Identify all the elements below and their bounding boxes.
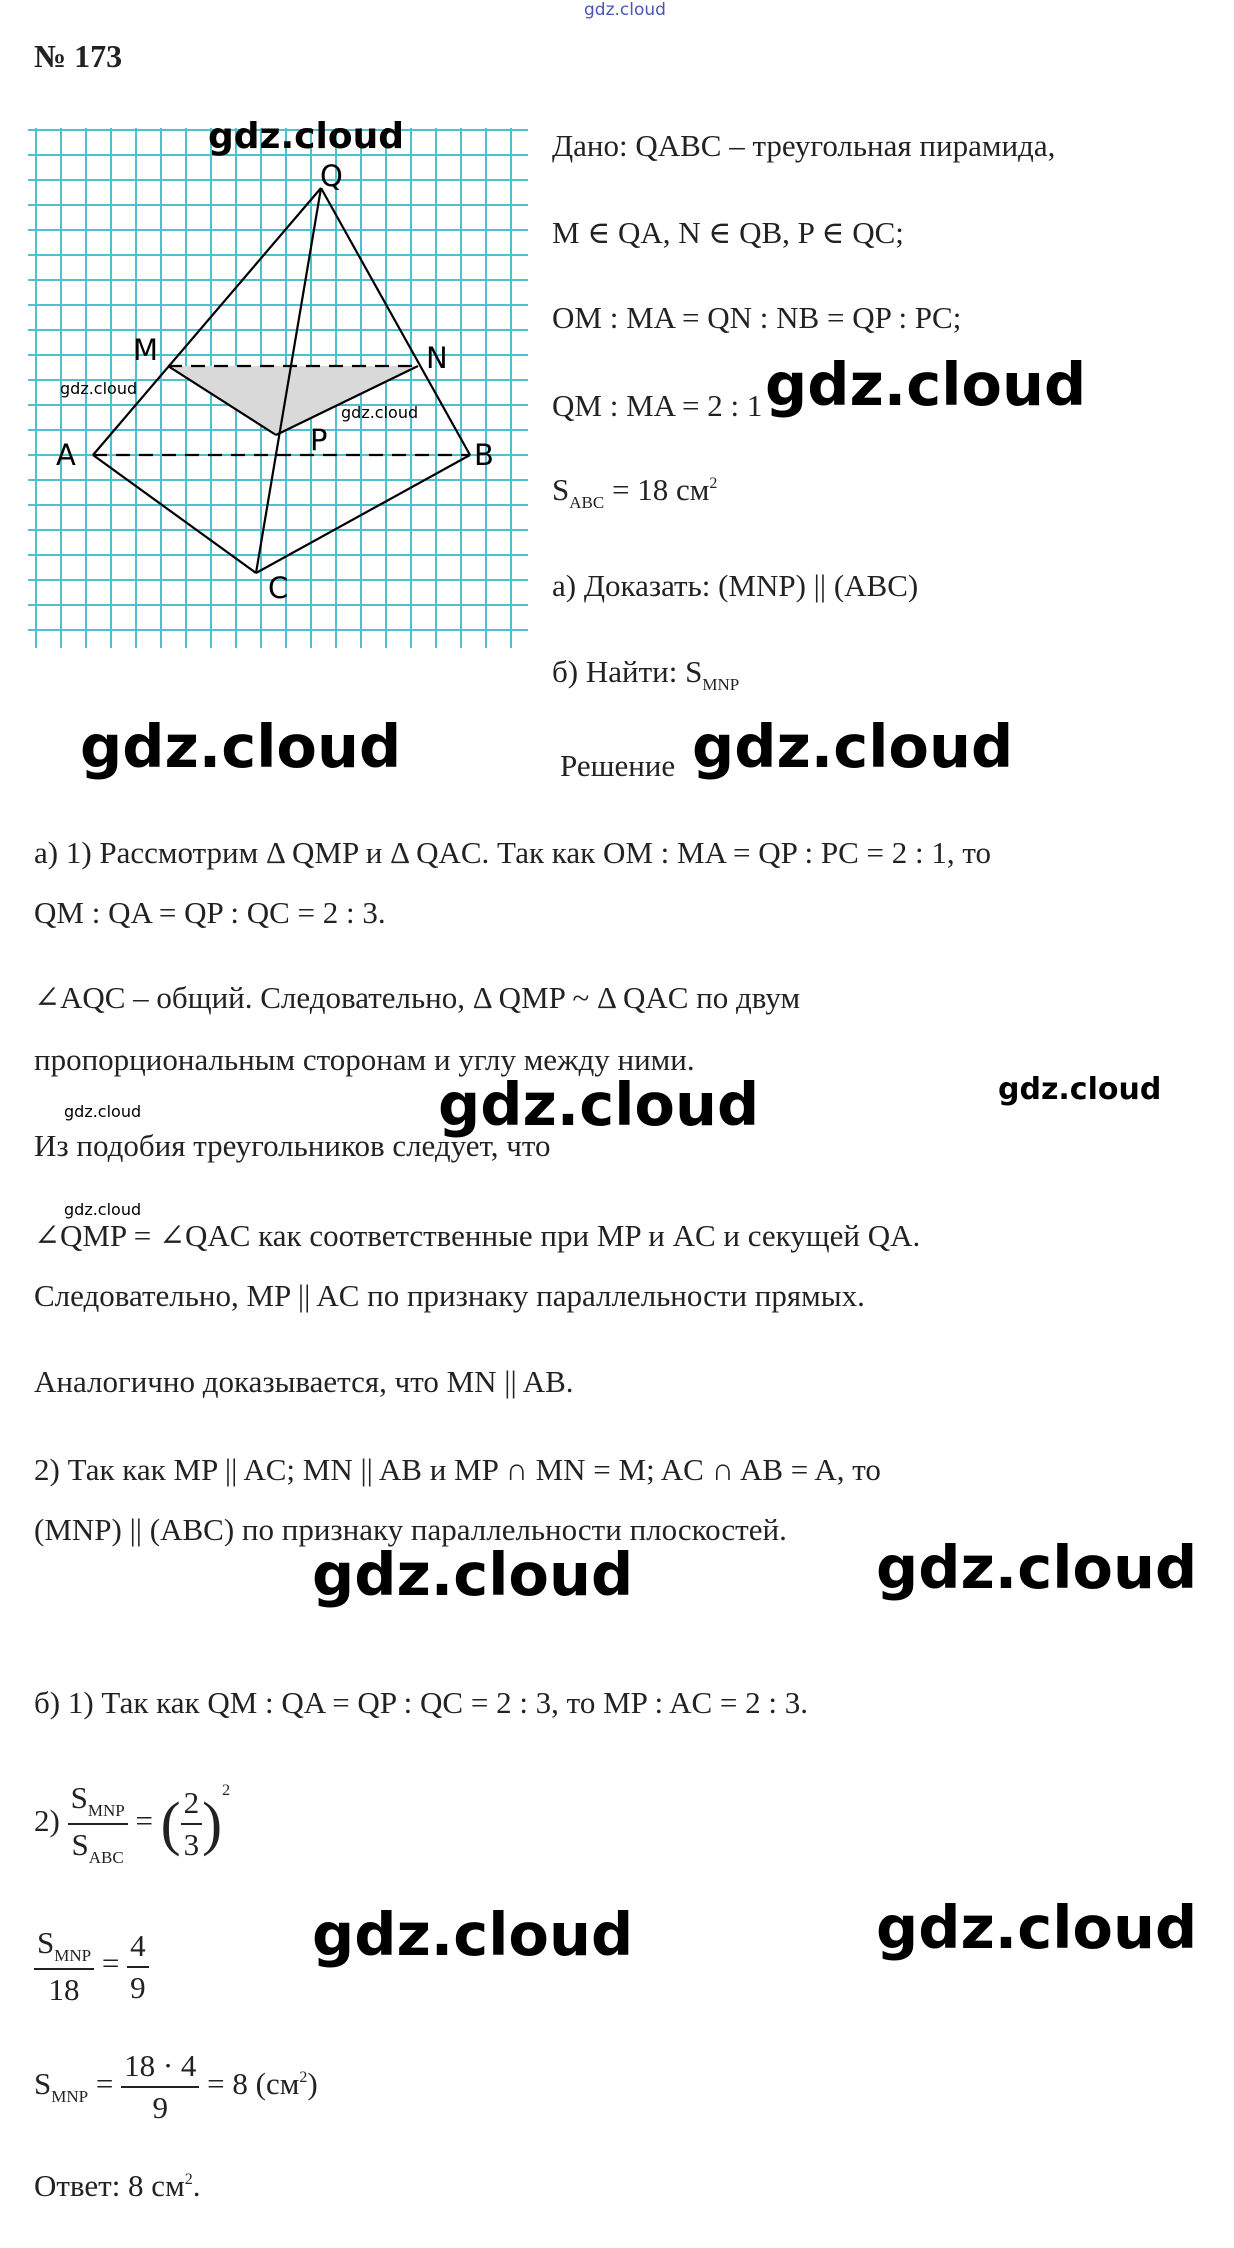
task-b-text: б) Найти: S	[552, 654, 703, 689]
result-value: = 8 (см	[207, 2066, 300, 2102]
solution-a-line-5: Из подобия треугольников следует, что	[34, 1128, 551, 1163]
watermark: gdz.cloud	[765, 350, 1087, 419]
label-a: A	[56, 438, 76, 472]
solution-label: Решение	[560, 748, 676, 783]
ratio-fraction: $\frac{2}{3}$	[181, 1785, 203, 1863]
given-area-abc	[552, 472, 717, 513]
solution-a-line-7: Следовательно, MP || AC по признаку параллельности прямых.	[34, 1278, 865, 1313]
solution-a2-line-2: (MNP) || (ABC) по признаку параллельности плоскостей.	[34, 1512, 787, 1547]
solution-a-line-4: пропорциональным сторонам и углу между ними.	[34, 1042, 695, 1077]
source-link[interactable]: gdz.cloud	[584, 0, 666, 20]
label-p: P	[310, 423, 328, 457]
figure-watermark: gdz.cloud	[208, 118, 404, 157]
section-mnp-fill	[168, 366, 418, 435]
watermark-small: gdz.cloud	[64, 1200, 142, 1219]
area-symbol: S	[552, 472, 570, 507]
equals-sign: =	[101, 1945, 120, 1981]
solution-a-line-3: ∠AQC – общий. Следовательно, Δ QMP ~ Δ QAC по двум	[34, 980, 801, 1015]
answer-exponent: 2	[184, 2171, 193, 2188]
frac-den-s: S	[71, 1827, 89, 1862]
equals-sign: =	[135, 1803, 153, 1839]
label-q: Q	[320, 159, 343, 193]
solution-a-line-6: ∠QMP = ∠QAC как соответственные при MP и AC и секущей QA.	[34, 1218, 921, 1253]
formula-prefix: 2)	[34, 1803, 60, 1839]
solution-a-line-2: QM : QA = QP : QC = 2 : 3.	[34, 895, 386, 930]
solution-a-line-8: Аналогично доказывается, что MN || AB.	[34, 1364, 574, 1399]
label-n: N	[426, 341, 448, 375]
pyramid-figure	[28, 118, 538, 658]
label-m: M	[133, 333, 159, 367]
area-unit-exponent: 2	[709, 475, 718, 492]
formula-substitution	[34, 1925, 149, 2008]
frac-num-s: S	[70, 1780, 88, 1815]
equals-sign: =	[95, 2066, 114, 2102]
watermark: gdz.cloud	[312, 1540, 634, 1609]
label-c: C	[268, 571, 289, 605]
square-exponent: 2	[222, 1782, 231, 1800]
area-subscript: ABC	[569, 493, 605, 512]
area-ratio-fraction	[68, 1780, 128, 1868]
watermark-small: gdz.cloud	[64, 1102, 142, 1121]
watermark: gdz.cloud	[998, 1072, 1162, 1107]
left-paren: (	[160, 1790, 181, 1857]
task-b-subscript: MNP	[702, 675, 740, 694]
figure-watermark-small: gdz.cloud	[341, 403, 419, 422]
solution-b-line-1: б) 1) Так как QM : QA = QP : QC = 2 : 3, то MP : AC = 2 : 3.	[34, 1685, 809, 1720]
frac-num-sub: MNP	[87, 1801, 125, 1820]
given-line-3: OM : MA = QN : NB = QP : PC;	[552, 300, 962, 335]
given-line-2: M ∈ QA, N ∈ QB, P ∈ QC;	[552, 215, 904, 250]
watermark: gdz.cloud	[876, 1533, 1198, 1602]
watermark: gdz.cloud	[876, 1893, 1198, 1962]
problem-number: № 173	[34, 38, 123, 74]
solution-a2-line-1: 2) Так как MP || AC; MN || AB и MP ∩ MN = M; AC ∩ AB = A, то	[34, 1452, 881, 1487]
substitution-fraction: $\frac{S_{MNP}}{18}$	[34, 1925, 94, 2008]
solution-a-line-1: а) 1) Рассмотрим Δ QMP и Δ QAC. Так как OM : MA = QP : PC = 2 : 1, то	[34, 835, 991, 870]
right-paren: )	[202, 1790, 223, 1857]
result-fraction: $\frac{4}{9}$	[127, 1928, 149, 2006]
answer-text: Ответ: 8 см	[34, 2168, 185, 2203]
figure-watermark-small: gdz.cloud	[60, 379, 138, 398]
formula-ratio	[34, 1780, 230, 1868]
answer: Ответ: 8 $см^2$.	[34, 2168, 201, 2203]
frac-den-sub: ABC	[88, 1848, 124, 1867]
watermark: gdz.cloud	[438, 1070, 760, 1139]
given-task-a: а) Доказать: (MNP) || (ABC)	[552, 568, 919, 603]
calc-fraction: $\frac{18 \cdot 4}{9}$	[121, 2048, 199, 2126]
given-task-b	[552, 654, 739, 695]
area-value: = 18 см	[604, 472, 710, 507]
given-line-4: QM : MA = 2 : 1	[552, 388, 763, 423]
watermark: gdz.cloud	[80, 712, 402, 781]
watermark: gdz.cloud	[692, 712, 1014, 781]
given-line-1: Дано: QABC – треугольная пирамида,	[552, 128, 1056, 163]
watermark: gdz.cloud	[312, 1900, 634, 1969]
label-b: B	[474, 438, 494, 472]
formula-result: $S_{MNP}$ = $\frac{18 \cdot 4}{9}$ = 8 $(см^2)$	[34, 2048, 318, 2125]
